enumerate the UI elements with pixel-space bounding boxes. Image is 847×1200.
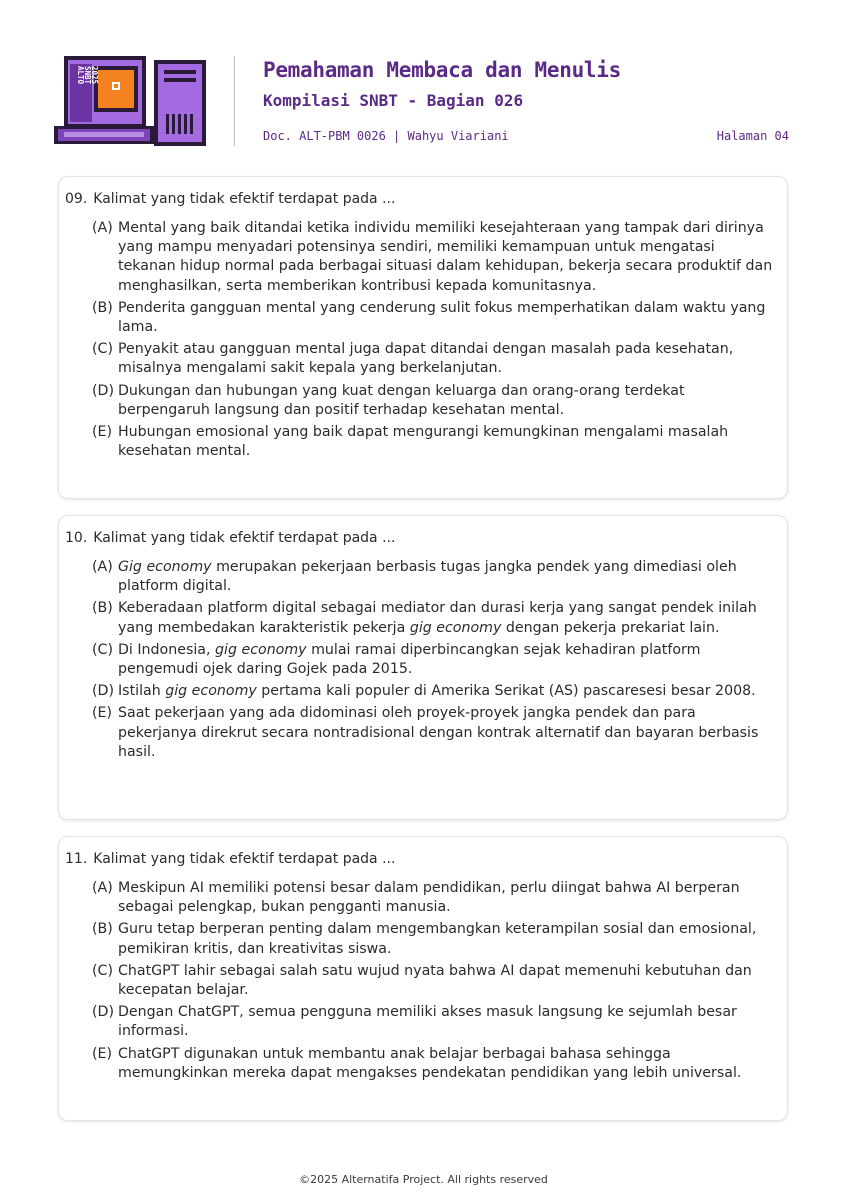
question-number: 09. [65,191,88,207]
logo-text-line-3: 2025 [90,66,99,85]
option-text: ChatGPT digunakan untuk membantu anak belajar berbagai bahasa sehingga memungkinkan mereka dapat mengakses pendekatan pendidikan yang lebih universal. [118,1045,742,1081]
option-text: Guru tetap berperan penting dalam mengembangkan keterampilan sosial dan emosional, pemikiran kritis, dan kreativitas siswa. [118,921,757,957]
option-text [118,558,773,596]
option-text-part: Istilah [118,683,166,700]
question-card [58,515,788,820]
answer-option [92,219,773,296]
question-number: 10. [65,530,88,546]
option-text: Mental yang baik ditandai ketika individu memiliki kesejahteraan yang tampak dari dirinya yang mampu menyadari potensinya sendiri, memiliki kemampuan untuk mengatasi tekanan hidup normal pada berbagai situasi dalam kehidupan, bekerja secara produktif dan menghasilkan, serta memberikan kontribusi kepada komunitasnya. [118,220,773,294]
option-text-part: merupakan pekerjaan berbasis tugas jangka pendek yang dimediasi oleh platform digital. [118,559,737,595]
option-text-part: mulai ramai diperbincangkan sejak kehadiran platform pengemudi ojek daring Gojek pada 2015. [118,641,701,678]
option-text-italic: gig economy [409,619,502,636]
option-text [118,641,773,679]
option-label: (D) [92,1004,114,1021]
document-header [0,0,847,160]
answer-option [92,1045,773,1083]
answer-option [92,1003,773,1041]
option-label: (C) [92,962,113,979]
question-stem [65,528,773,548]
answer-option [92,423,773,461]
option-label: (A) [92,220,113,236]
answer-option [92,558,773,596]
question-stem [65,189,773,209]
page-number: Halaman 04 [716,129,789,143]
answer-option [92,962,773,1000]
option-text-italic: Gig economy [118,559,212,575]
question-number: 11. [65,851,88,867]
answer-option [92,704,773,762]
question-text: Kalimat yang tidak efektif terdapat pada ... [93,530,396,546]
option-text: Meskipun AI memiliki potensi besar dalam pendidikan, perlu diingat bahwa AI berperan sebagai pelengkap, bukan pengganti manusia. [118,880,740,916]
option-label: (B) [92,299,113,316]
option-label: (B) [92,600,113,617]
option-text-part: dengan pekerja prekariat lain. [501,619,720,636]
option-label: (D) [92,683,114,700]
option-text: Hubungan emosional yang baik dapat mengurangi kemungkinan mengalami masalah kesehatan mental. [118,424,729,460]
document-title: Pemahaman Membaca dan Menulis [263,58,621,82]
option-text: Saat pekerjaan yang ada didominasi oleh proyek-proyek jangka pendek dan para pekerjanya direkrut secara nontradisional dengan kontrak alternatif dan bayaran berbasis hasil. [118,705,759,760]
option-text-italic: gig economy [215,641,307,658]
option-text-italic: gig economy [165,683,257,700]
option-text [118,599,773,637]
logo-text-line-1: ALTO [76,66,85,85]
option-label: (E) [92,424,113,441]
option-label: (A) [92,880,113,896]
question-card [58,176,788,499]
option-text: Penderita gangguan mental yang cenderung sulit fokus memperhatikan dalam waktu yang lama. [118,299,766,336]
question-text: Kalimat yang tidak efektif terdapat pada ... [93,191,396,207]
option-text: Dukungan dan hubungan yang kuat dengan keluarga dan orang-orang terdekat berpengaruh langsung dan positif terhadap kesehatan mental. [118,382,685,418]
answer-option [92,599,773,637]
answer-option [92,879,773,917]
answer-option [92,299,773,337]
document-subtitle: Kompilasi SNBT - Bagian 026 [263,91,524,110]
option-text-part: Keberadaan platform digital sebagai mediator dan durasi kerja yang sangat pendek inilah yang membedakan karakteristik pekerja [118,600,757,636]
option-text-part: pertama kali populer di Amerika Serikat (AS) pascaresesi besar 2008. [256,683,756,700]
option-label: (B) [92,921,113,938]
question-text: Kalimat yang tidak efektif terdapat pada ... [93,851,396,867]
option-label: (C) [92,641,113,658]
answer-option [92,382,773,420]
logo-text-line-2: SNBT [83,66,92,85]
option-text: Dengan ChatGPT, semua pengguna memiliki akses masuk langsung ke sejumlah besar informasi. [118,1004,737,1040]
copyright-footer: ©2025 Alternatifa Project. All rights reserved [299,1173,548,1186]
option-label: (E) [92,1045,113,1062]
answer-option [92,340,773,378]
question-stem [65,849,773,869]
option-text-part: Di Indonesia, [118,641,216,658]
option-text: ChatGPT lahir sebagai salah satu wujud nyata bahwa AI dapat memenuhi kebutuhan dan kecepatan belajar. [118,962,752,999]
option-label: (A) [92,559,113,575]
option-label: (D) [92,382,114,399]
option-text: Penyakit atau gangguan mental juga dapat ditandai dengan masalah pada kesehatan, misalnya mengalami sakit kepala yang berkelanjutan. [118,341,734,377]
answer-option [92,920,773,958]
document-id-author: Doc. ALT-PBM 0026 | Wahyu Viariani [263,129,509,143]
option-label: (E) [92,705,113,722]
question-card [58,836,788,1121]
option-label: (C) [92,341,113,358]
header-divider [234,56,235,146]
answer-option [92,682,773,701]
retro-computer-logo [54,56,210,146]
answer-option [92,641,773,679]
option-text [118,682,773,701]
